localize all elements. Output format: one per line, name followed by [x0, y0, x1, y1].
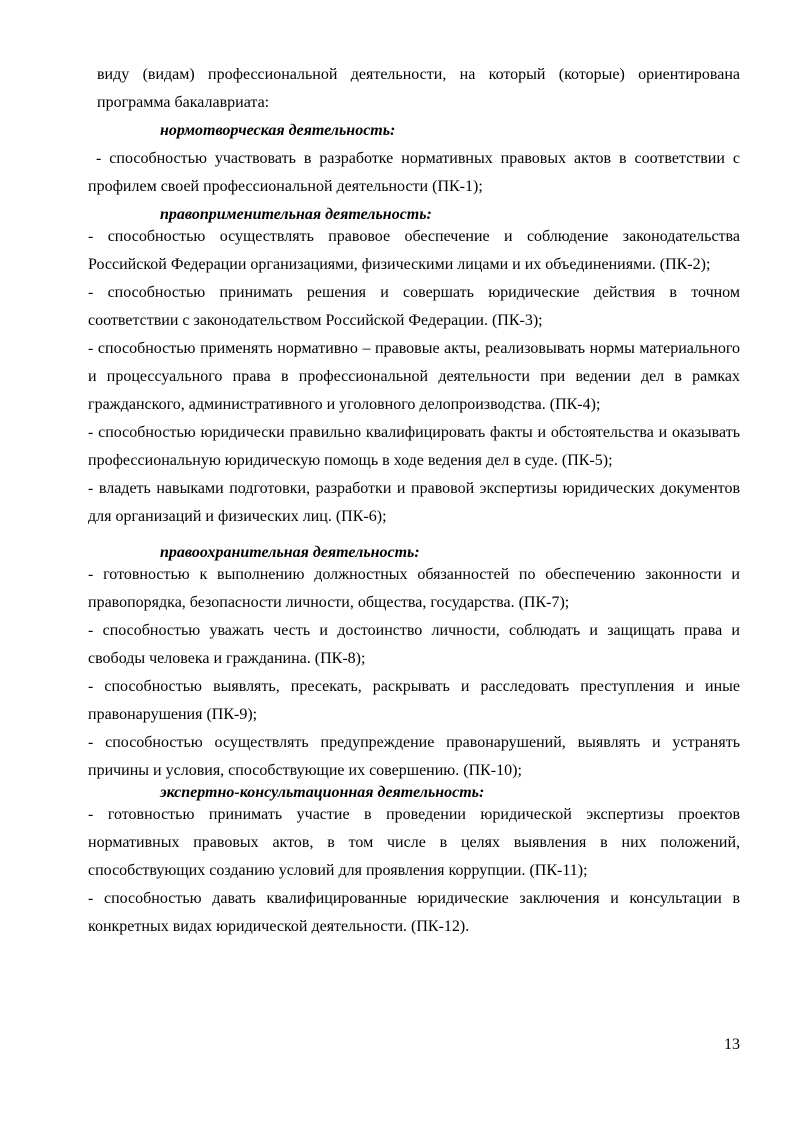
paragraph: - способностью давать квалифицированные юридические заключения и консультации в конкретных видах юридической деятельности. (ПК-12). [88, 890, 740, 935]
section-heading: правоохранительная деятельность: [160, 544, 420, 561]
paragraph: - способностью юридически правильно квалифицировать факты и обстоятельства и оказывать профессиональную юридическую помощь в ходе ведения дел в суде. (ПК-5); [88, 424, 740, 469]
section-heading: экспертно-консультационная деятельность: [160, 784, 485, 801]
document-body [88, 61, 740, 941]
section-heading: нормотворческая деятельность: [160, 122, 396, 139]
paragraph: - способностью применять нормативно – правовые акты, реализовывать нормы материального и процессуального права в профессиональной деятельности при ведении дел в рамках гражданского, административного и уголовного делопроизводства. (ПК-4); [88, 340, 740, 413]
paragraph: - способностью осуществлять правовое обеспечение и соблюдение законодательства Российской Федерации организациями, физическими лицами и их объединениями. (ПК-2); [88, 228, 740, 273]
section-heading: правоприменительная деятельность: [160, 206, 432, 223]
paragraph: - способностью принимать решения и совершать юридические действия в точном соответствии с законодательством Российской Федерации. (ПК-3); [88, 284, 740, 329]
paragraph: - способностью осуществлять предупреждение правонарушений, выявлять и устранять причины и условия, способствующие их совершению. (ПК-10); [88, 734, 740, 779]
paragraph: - готовностью к выполнению должностных обязанностей по обеспечению законности и правопорядка, безопасности личности, общества, государства. (ПК-7); [88, 566, 740, 611]
paragraph: виду (видам) профессиональной деятельности, на который (которые) ориентирована программа бакалавриата: [97, 66, 740, 111]
paragraph: - способностью уважать честь и достоинство личности, соблюдать и защищать права и свободы человека и гражданина. (ПК-8); [88, 622, 740, 667]
paragraph: - способностью выявлять, пресекать, раскрывать и расследовать преступления и иные правонарушения (ПК-9); [88, 678, 740, 723]
paragraph: - владеть навыками подготовки, разработки и правовой экспертизы юридических документов для организаций и физических лиц. (ПК-6); [88, 480, 740, 525]
paragraph: - готовностью принимать участие в проведении юридической экспертизы проектов нормативных правовых актов, в том числе в целях выявления в них положений, способствующих созданию условий для проявления коррупции. (ПК-11); [88, 806, 740, 879]
paragraph: - способностью участвовать в разработке нормативных правовых актов в соответствии с профилем своей профессиональной деятельности (ПК-1); [88, 150, 740, 195]
page-number: 13 [724, 1036, 740, 1053]
